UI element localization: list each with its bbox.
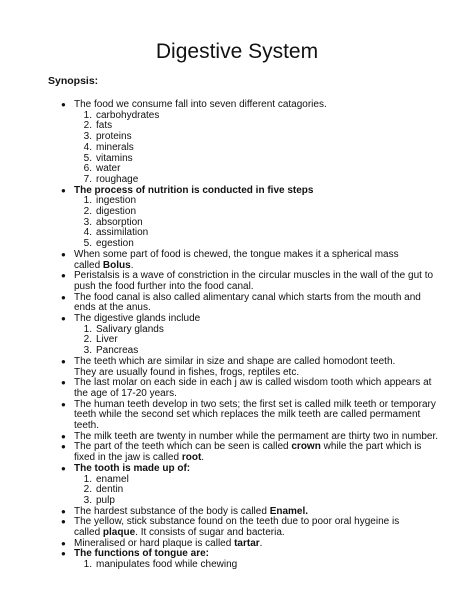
list-item bbox=[61, 184, 314, 196]
list-item bbox=[61, 462, 191, 474]
list-item-text: When some part of food is chewed, the tongue makes it a spherical mass bbox=[74, 248, 399, 260]
numbered-item bbox=[83, 120, 113, 132]
list-item-text: The human teeth develop in two sets; the first set is called milk teeth or temporary bbox=[74, 398, 436, 410]
numbered-item-text: Salivary glands bbox=[96, 323, 164, 335]
item-number: 5. bbox=[83, 152, 92, 164]
numbered-item-text: Pancreas bbox=[96, 345, 139, 357]
item-number: 1. bbox=[83, 473, 92, 485]
numbered-item bbox=[83, 163, 121, 175]
numbered-item bbox=[83, 227, 149, 239]
item-number: 6. bbox=[83, 163, 92, 175]
item-number: 3. bbox=[83, 494, 92, 506]
list-item-continuation bbox=[74, 388, 177, 399]
list-item-text: The tooth is made up of: bbox=[74, 462, 191, 474]
numbered-item-text: water bbox=[96, 163, 121, 175]
list-item-text: The food canal is also called alimentary canal which starts from the mouth and bbox=[74, 291, 421, 303]
numbered-item-text: absorption bbox=[96, 216, 143, 228]
list-item-text: The milk teeth are twenty in number while the permament are thirty two in number. bbox=[74, 430, 439, 442]
bullet-icon: ● bbox=[61, 100, 66, 109]
numbered-item-text: fats bbox=[96, 120, 113, 132]
list-item-text: The last molar on each side in each j aw is called wisdom tooth which appears at bbox=[74, 377, 432, 389]
numbered-item bbox=[83, 345, 139, 357]
item-number: 1. bbox=[83, 559, 92, 571]
list-item-continuation bbox=[74, 420, 99, 431]
item-number: 2. bbox=[83, 120, 92, 132]
page-title: Digestive System bbox=[155, 40, 319, 63]
numbered-item-text: minerals bbox=[96, 141, 134, 153]
numbered-item-text: vitamins bbox=[96, 152, 133, 164]
list-item bbox=[61, 248, 399, 260]
bold-term: Bolus bbox=[102, 259, 131, 271]
bullet-icon: ● bbox=[61, 549, 66, 559]
list-item-text: called bbox=[74, 259, 103, 271]
bold-term: Enamel. bbox=[269, 505, 309, 517]
list-item-continuation bbox=[74, 281, 254, 292]
list-item-text: teeth. bbox=[74, 420, 100, 431]
numbered-item bbox=[83, 559, 238, 571]
list-item bbox=[61, 516, 400, 528]
item-number: 1. bbox=[83, 109, 92, 121]
numbered-item bbox=[83, 141, 134, 153]
numbered-item-text: proteins bbox=[96, 131, 132, 143]
list-item-text: called bbox=[74, 527, 103, 538]
numbered-item-text: Liver bbox=[96, 334, 118, 346]
numbered-item bbox=[83, 238, 134, 250]
list-item bbox=[61, 99, 327, 110]
numbered-item-text: enamel bbox=[96, 473, 129, 485]
item-number: 3. bbox=[83, 131, 92, 143]
list-item-text: The food we consume fall into seven different catagories. bbox=[74, 99, 327, 110]
bullet-icon: ● bbox=[61, 271, 66, 281]
list-item bbox=[61, 291, 421, 303]
bullet-icon: ● bbox=[61, 431, 66, 441]
numbered-item bbox=[83, 131, 132, 143]
list-item-continuation bbox=[74, 452, 204, 463]
bullet-icon: ● bbox=[61, 185, 66, 195]
list-item-text: The functions of tongue are: bbox=[74, 548, 209, 560]
item-number: 2. bbox=[83, 334, 92, 346]
item-number: 2. bbox=[83, 484, 92, 496]
numbered-item-text: carbohydrates bbox=[96, 109, 160, 121]
numbered-item bbox=[83, 323, 164, 335]
numbered-item-text: assimilation bbox=[96, 227, 149, 239]
bullet-icon: ● bbox=[61, 506, 66, 516]
bullet-icon: ● bbox=[61, 249, 66, 259]
numbered-item bbox=[83, 484, 124, 496]
numbered-item bbox=[83, 173, 139, 185]
list-item-text: Peristalsis is a wave of constriction in the circular muscles in the wall of the gut to bbox=[74, 270, 434, 282]
bullet-icon: ● bbox=[61, 356, 66, 366]
list-item bbox=[61, 548, 209, 560]
list-item-text: . bbox=[201, 452, 205, 464]
list-item-text: The hardest substance of the body is called bbox=[74, 505, 270, 517]
numbered-item-text: egestion bbox=[96, 238, 134, 250]
list-item bbox=[61, 441, 422, 453]
bold-term: plaque bbox=[102, 527, 136, 538]
bullet-icon: ● bbox=[61, 463, 66, 473]
item-number: 5. bbox=[83, 238, 92, 250]
numbered-item bbox=[83, 494, 115, 506]
item-number: 1. bbox=[83, 195, 92, 207]
numbered-item-text: manipulates food while chewing bbox=[96, 559, 238, 571]
list-item bbox=[61, 355, 396, 367]
list-item bbox=[61, 270, 434, 282]
list-item bbox=[61, 398, 436, 410]
bold-term: tartar bbox=[234, 537, 260, 549]
list-item-text: The process of nutrition is conducted in five steps bbox=[74, 184, 314, 196]
item-number: 4. bbox=[83, 141, 92, 153]
list-item bbox=[61, 430, 439, 442]
list-item bbox=[61, 313, 201, 324]
list-item-continuation bbox=[74, 409, 420, 420]
list-item-text: push the food further into the food canal. bbox=[74, 280, 254, 292]
item-number: 3. bbox=[83, 345, 92, 357]
numbered-item-text: roughage bbox=[96, 173, 139, 185]
list-item-text: Mineralised or hard plaque is called bbox=[74, 537, 235, 549]
bullet-icon: ● bbox=[61, 378, 66, 388]
bullet-icon: ● bbox=[61, 314, 66, 323]
list-item-text: . bbox=[130, 259, 134, 271]
numbered-item-text: digestion bbox=[96, 206, 137, 217]
list-item-text: fixed in the jaw is called bbox=[74, 452, 182, 464]
numbered-item bbox=[83, 206, 137, 217]
item-number: 7. bbox=[83, 173, 92, 185]
synopsis-heading: Synopsis: bbox=[48, 75, 99, 87]
numbered-item bbox=[83, 195, 137, 207]
bullet-icon: ● bbox=[61, 292, 66, 302]
numbered-item-text: dentin bbox=[96, 484, 124, 496]
list-item-continuation bbox=[74, 302, 151, 313]
list-item bbox=[61, 537, 263, 549]
list-item-text: They are usually found in fishes, frogs, reptiles etc. bbox=[74, 366, 300, 378]
numbered-item bbox=[83, 334, 118, 346]
item-number: 1. bbox=[83, 323, 92, 335]
list-item-text: The digestive glands include bbox=[74, 313, 201, 324]
list-item-continuation bbox=[74, 527, 285, 538]
list-item bbox=[61, 505, 309, 517]
list-item-text: The part of the teeth which can be seen is called bbox=[74, 441, 292, 453]
numbered-item bbox=[83, 109, 160, 121]
list-item-text: . It consists of sugar and bacteria. bbox=[135, 527, 285, 538]
list-item-text: The teeth which are similar in size and shape are called homodont teeth. bbox=[74, 355, 396, 367]
list-item-continuation bbox=[74, 367, 299, 378]
bullet-icon: ● bbox=[61, 399, 66, 409]
numbered-item-text: ingestion bbox=[96, 195, 137, 207]
bold-term: crown bbox=[291, 441, 321, 453]
list-item-text: the age of 17-20 years. bbox=[74, 387, 177, 399]
bullet-icon: ● bbox=[61, 538, 66, 548]
list-item-text: ends at the anus. bbox=[74, 302, 151, 314]
numbered-item bbox=[83, 473, 129, 485]
list-item-text: The yellow, stick substance found on the teeth due to poor oral hygeine is bbox=[74, 516, 400, 528]
bullet-icon: ● bbox=[61, 442, 66, 452]
item-number: 2. bbox=[83, 206, 92, 217]
list-item-text: while the part which is bbox=[320, 441, 422, 453]
item-number: 4. bbox=[83, 227, 92, 239]
numbered-item-text: pulp bbox=[96, 494, 115, 506]
numbered-item bbox=[83, 216, 143, 228]
bullet-icon: ● bbox=[61, 517, 66, 527]
list-item bbox=[61, 377, 432, 389]
item-number: 3. bbox=[83, 216, 92, 228]
list-item-continuation bbox=[74, 260, 133, 271]
numbered-item bbox=[83, 152, 133, 164]
list-item-text: teeth while the second set which replaces the milk teeth are called permament bbox=[74, 409, 421, 421]
bold-term: root bbox=[181, 452, 202, 464]
list-item-text: . bbox=[259, 537, 263, 549]
